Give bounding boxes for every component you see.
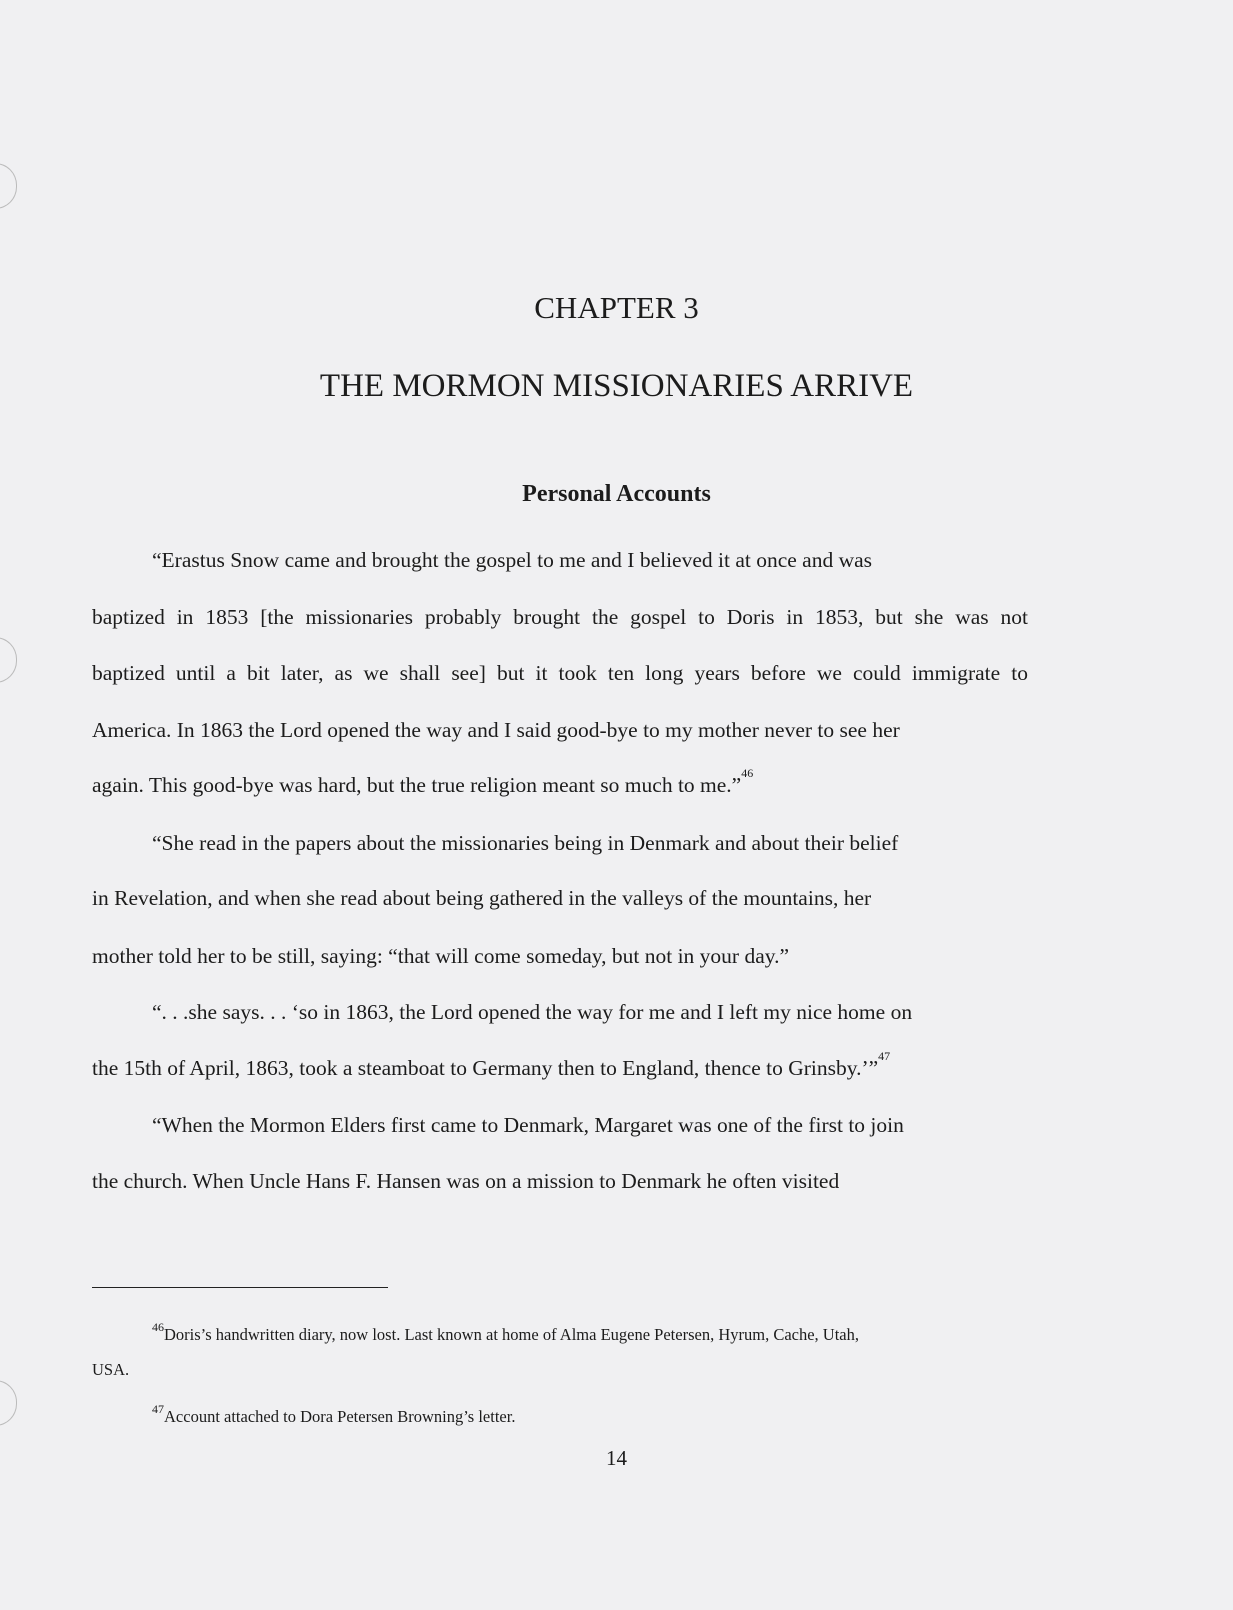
page-number: 14 <box>606 1446 627 1470</box>
chapter-title: THE MORMON MISSIONARIES ARRIVE <box>319 368 914 404</box>
footnote-46-continuation: USA. <box>92 1360 130 1379</box>
line-text: baptized until a bit later, as we shall see] but it took ten long years before we could immigrate to <box>92 661 1028 685</box>
footnote-rule <box>92 1287 388 1288</box>
line-text: baptized in 1853 [the missionaries probably brought the gospel to Doris in 1853, but she was not <box>92 605 1028 629</box>
text-line <box>92 942 1028 970</box>
line-text: mother told her to be still, saying: “that will come someday, but not in your day.” <box>92 944 790 968</box>
footnote-47 <box>152 1402 516 1427</box>
section-heading: Personal Accounts <box>522 481 711 507</box>
line-text: “Erastus Snow came and brought the gospel to me and I believed it at once and was <box>152 548 873 572</box>
footnote-reference: 47 <box>878 1049 891 1063</box>
text-line <box>92 1167 1028 1195</box>
text-line <box>92 766 1028 799</box>
text-line <box>152 546 1028 574</box>
text-line <box>92 884 1028 912</box>
footnote-marker: 47 <box>152 1402 164 1416</box>
footnote-marker: 46 <box>152 1320 164 1334</box>
text-line <box>92 716 1028 744</box>
punch-hole <box>0 1380 17 1426</box>
text-line <box>92 659 1028 687</box>
footnote-46 <box>152 1320 859 1345</box>
line-text: “. . .she says. . . ‘so in 1863, the Lord opened the way for me and I left my nice home on <box>152 1000 913 1024</box>
line-text: again. This good-bye was hard, but the true religion meant so much to me.” <box>92 773 742 797</box>
text-line <box>152 1111 1028 1139</box>
line-text: “She read in the papers about the missionaries being in Denmark and about their belief <box>152 831 899 855</box>
line-text: the church. When Uncle Hans F. Hansen was on a mission to Denmark he often visited <box>92 1169 840 1193</box>
line-text: the 15th of April, 1863, took a steamboat to Germany then to England, thence to Grinsby.’” <box>92 1056 879 1080</box>
text-line <box>152 998 1028 1026</box>
footnote-text: Doris’s handwritten diary, now lost. Last known at home of Alma Eugene Petersen, Hyrum, Cache, Utah, <box>164 1325 859 1344</box>
line-text: America. In 1863 the Lord opened the way and I said good-bye to my mother never to see her <box>92 718 900 742</box>
chapter-number: CHAPTER 3 <box>534 290 699 325</box>
punch-hole <box>0 163 17 209</box>
punch-hole <box>0 637 17 683</box>
line-text: “When the Mormon Elders first came to Denmark, Margaret was one of the first to join <box>152 1113 904 1137</box>
text-line <box>92 603 1028 631</box>
text-line <box>152 829 1028 857</box>
footnote-reference: 46 <box>741 766 754 780</box>
line-text: in Revelation, and when she read about being gathered in the valleys of the mountains, her <box>92 886 872 910</box>
text-line <box>92 1049 1028 1082</box>
footnote-text: Account attached to Dora Petersen Browning’s letter. <box>164 1407 516 1426</box>
